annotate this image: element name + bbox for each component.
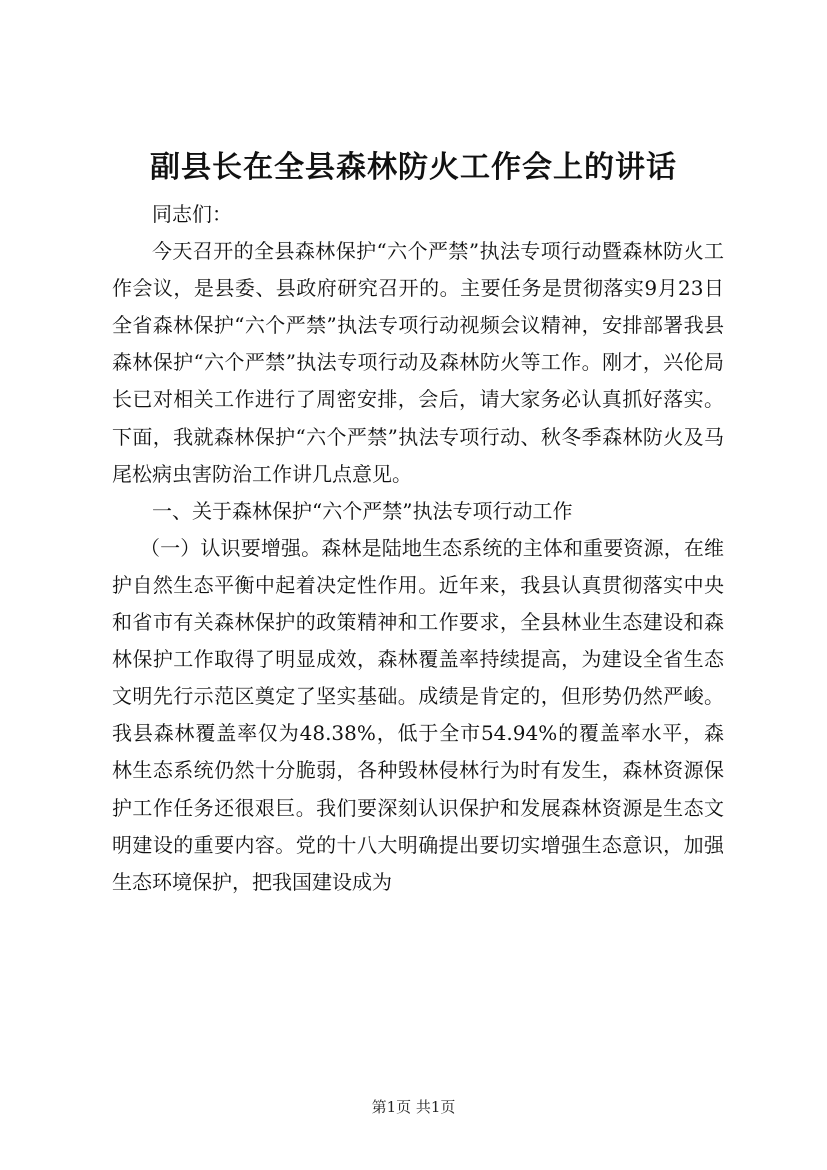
page-number-footer: 第1页 共1页 (371, 1098, 456, 1116)
section-heading: 一、关于森林保护“六个严禁”执法专项行动工作 (152, 498, 573, 523)
document-title: 副县长在全县森林防火工作会上的讲话 (150, 150, 677, 185)
paragraph-subsection-1: （一）认识要增强。森林是陆地生态系统的主体和重要资源，在维护自然生态平衡中起着决定性作用。近年来，我县认真贯彻落实中央和省市有关森林保护的政策精神和工作要求，全县林业生态建设和森林保护工作取得了明显成效，森林覆盖率持续提高，为建设全省生态文明先行示范区奠定了坚实基础。成绩是肯定的，但形势仍然严峻。我县森林覆盖率仅为48.38%，低于全市54.94%的覆盖率水平，森林生态系统仍然十分脆弱，各种毁林侵林行为时有发生，森林资源保护工作任务还很艰巨。我们要深刻认识保护和发展森林资源是生态文明建设的重要内容。党的十八大明确提出要切实增强生态意识，加强生态环境保护，把我国建设成为 (112, 535, 724, 894)
paragraph-intro: 今天召开的全县森林保护“六个严禁”执法专项行动暨森林防火工作会议，是县委、县政府研究召开的。主要任务是贯彻落实9月23日全省森林保护“六个严禁”执法专项行动视频会议精神，安排部署我县森林保护“六个严禁”执法专项行动及森林防火等工作。刚才，兴伦局长已对相关工作进行了周密安排，会后，请大家务必认真抓好落实。下面，我就森林保护“六个严禁”执法专项行动、秋冬季森林防火及马尾松病虫害防治工作讲几点意见。 (112, 239, 724, 486)
document-body (112, 196, 724, 901)
salutation: 同志们： (152, 202, 232, 226)
